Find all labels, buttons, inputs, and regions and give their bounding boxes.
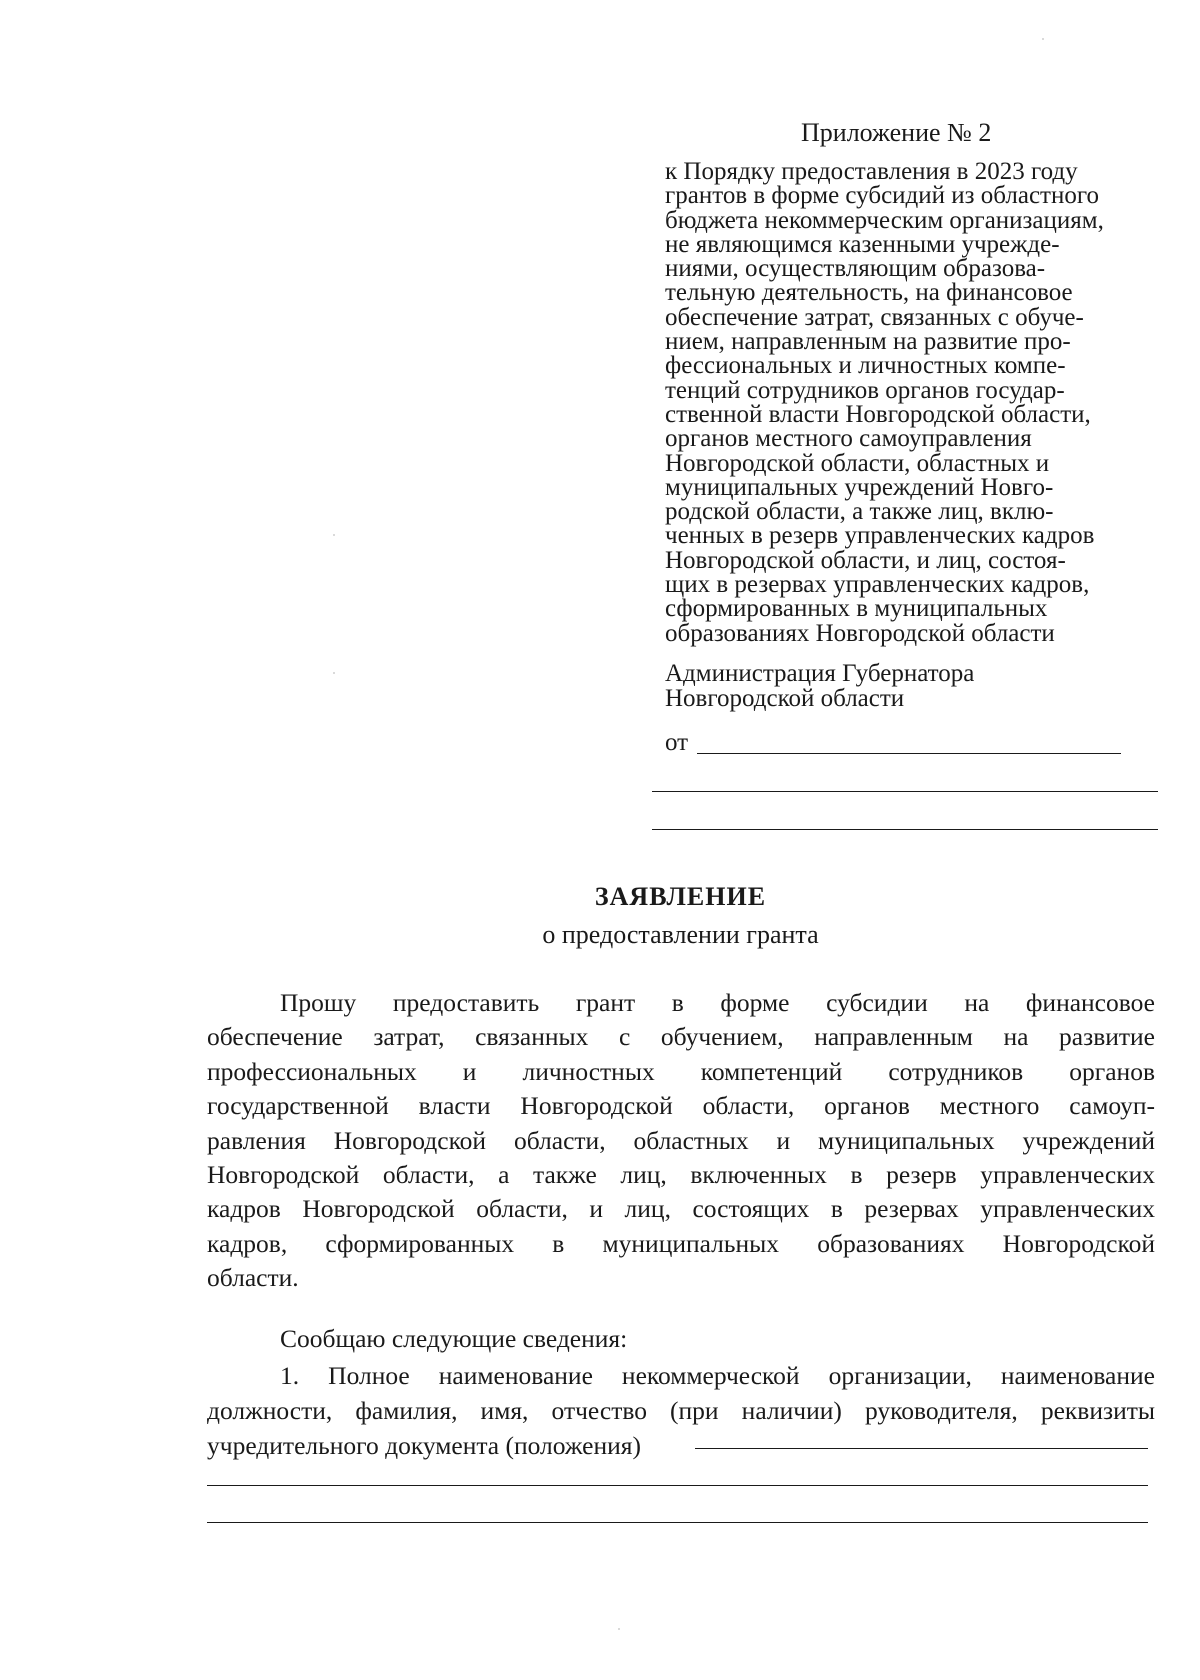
appendix-line: родской области, а также лиц, вклю- (665, 498, 1054, 526)
paragraph-line: обеспечение затрат, связанных с обучением, направленным на развитие (207, 1022, 1155, 1052)
appendix-line: ственной власти Новгородской области, (665, 400, 1091, 428)
sender-fill-line (652, 791, 1158, 792)
sender-fill-line (652, 829, 1158, 830)
appendix-reference (665, 160, 1165, 646)
paragraph-line: государственной власти Новгородской области, органов местного самоуп- (207, 1091, 1155, 1121)
appendix-line: органов местного самоуправления (665, 425, 1032, 453)
paragraph-line: учредительного документа (положения) (207, 1431, 642, 1460)
info-intro: Сообщаю следующие сведения: (280, 1324, 628, 1353)
statement-subtitle: о предоставлении гранта (542, 920, 819, 949)
appendix-line: не являющимся казенными учрежде- (665, 230, 1060, 258)
appendix-line: сформированных в муниципальных (665, 595, 1048, 623)
appendix-line: к Порядку предоставления в 2023 году (665, 158, 1078, 185)
appendix-line: образованиях Новгородской области (665, 619, 1055, 647)
appendix-line: Новгородской области, областных и (665, 449, 1050, 477)
item-1-fill-line (207, 1522, 1148, 1523)
scan-speck (333, 534, 335, 536)
paragraph-line: должности, фамилия, имя, отчество (при наличии) руководителя, реквизиты (207, 1396, 1155, 1425)
appendix-line: щих в резервах управленческих кадров, (665, 571, 1090, 599)
appendix-line: тенций сотрудников органов государ- (665, 376, 1065, 404)
scan-speck (333, 672, 335, 674)
scan-speck (1042, 38, 1044, 40)
paragraph-line: равления Новгородской области, областных и муниципальных учреждений (207, 1125, 1155, 1155)
from-label: от (665, 729, 689, 756)
from-fill-line (697, 753, 1121, 754)
request-paragraph (207, 986, 1155, 1296)
appendix-line: бюджета некоммерческим организациям, (665, 206, 1104, 234)
paragraph-line: кадров, сформированных в муниципальных образованиях Новгородской (207, 1228, 1155, 1258)
appendix-line: муниципальных учреждений Новго- (665, 473, 1054, 501)
paragraph-line: Прошу предоставить грант в форме субсидии на финансовое (280, 988, 1155, 1017)
paragraph-line: профессиональных и личностных компетенций сотрудников органов (207, 1056, 1155, 1086)
scan-speck (618, 1628, 620, 1630)
appendix-line: ченных в резерв управленческих кадров (665, 522, 1095, 550)
appendix-line: грантов в форме субсидий из областного (665, 182, 1099, 210)
recipient-block (665, 661, 1165, 711)
recipient-line: Новгородской области (665, 685, 905, 712)
appendix-line: ниями, осуществляющим образова- (665, 255, 1046, 283)
paragraph-line: Новгородской области, а также лиц, включенных в резерв управленческих (207, 1159, 1155, 1189)
appendix-line: нием, направленным на развитие про- (665, 328, 1071, 356)
appendix-line: обеспечение затрат, связанных с обуче- (665, 303, 1084, 331)
statement-title: ЗАЯВЛЕНИЕ (594, 882, 767, 911)
paragraph-line: кадров Новгородской области, и лиц, состоящих в резервах управленческих (207, 1194, 1155, 1224)
appendix-line: тельную деятельность, на финансовое (665, 279, 1073, 307)
appendix-line: Новгородской области, и лиц, состоя- (665, 546, 1066, 574)
recipient-line: Администрация Губернатора (665, 660, 975, 687)
paragraph-line: области. (207, 1263, 299, 1293)
appendix-line: фессиональных и личностных компе- (665, 352, 1066, 380)
paragraph-line: 1. Полное наименование некоммерческой организации, наименование (280, 1361, 1155, 1390)
item-1-fill-line (207, 1485, 1148, 1486)
item-1-fill-line (695, 1448, 1148, 1449)
appendix-title: Приложение № 2 (801, 118, 992, 147)
